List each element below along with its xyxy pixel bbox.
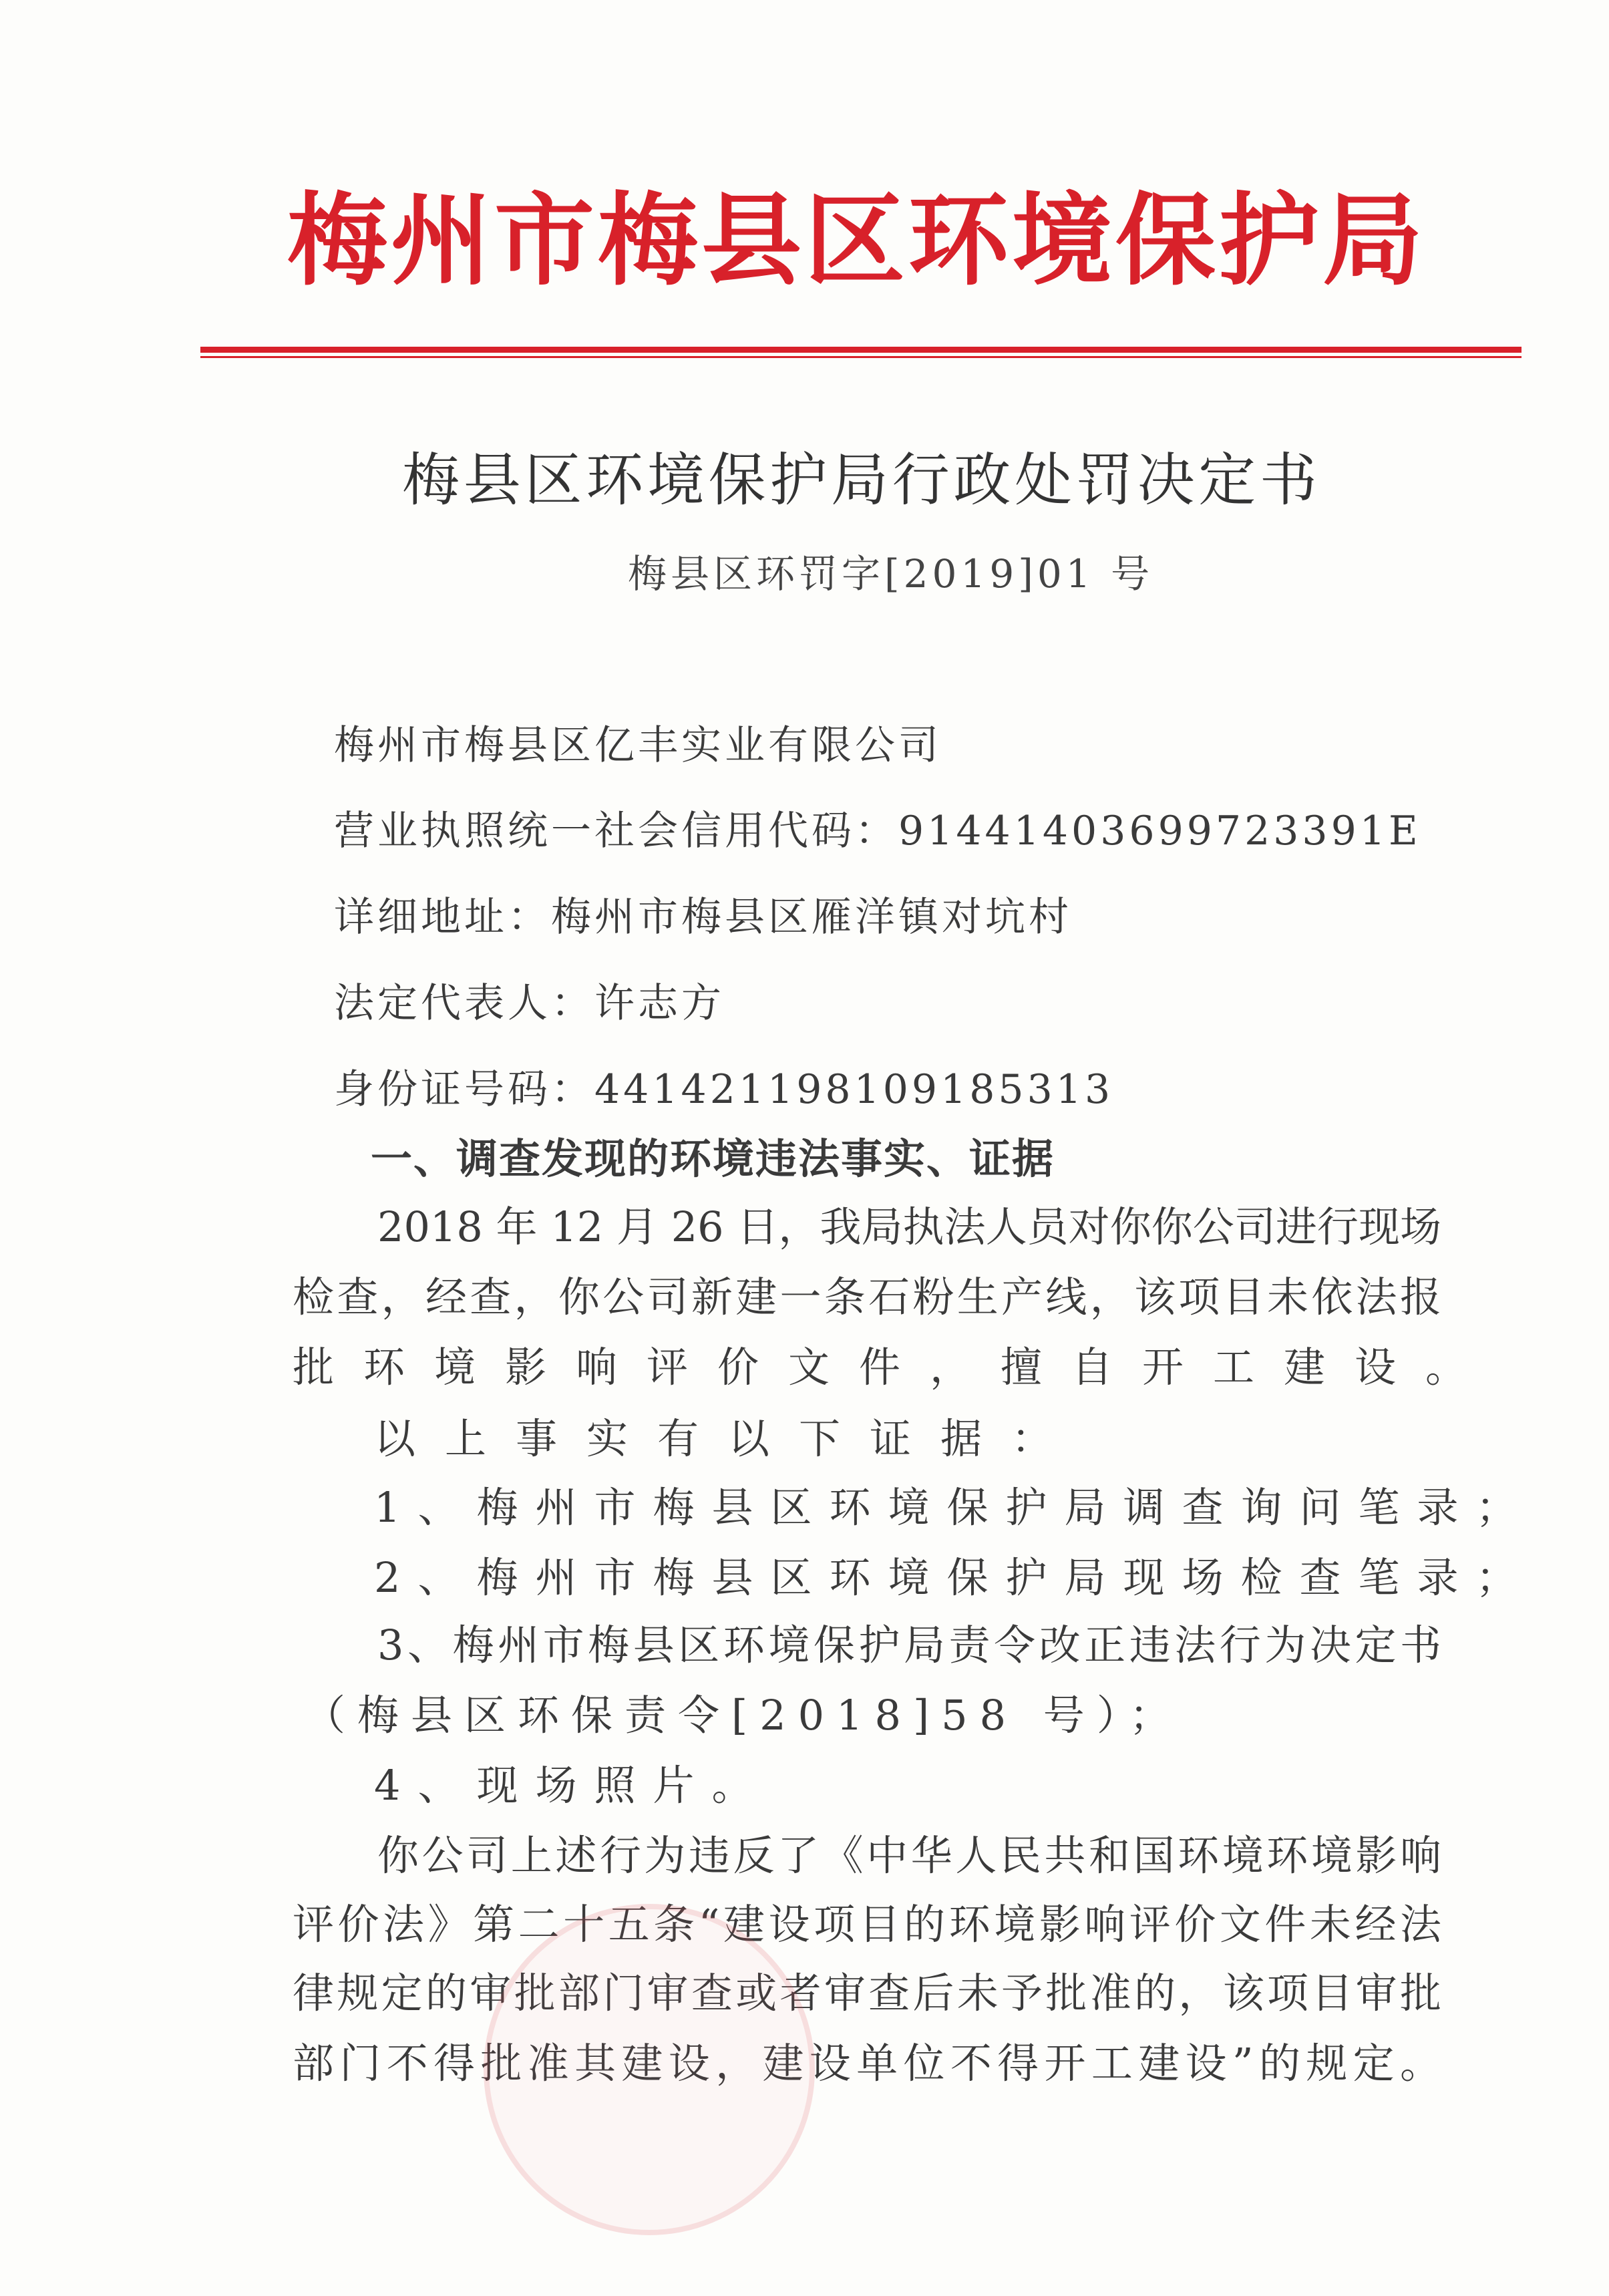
violation-line: 律规定的审批部门审查或者审查后未予批准的，该项目审批 bbox=[293, 1969, 1441, 2017]
evidence-intro: 以上事实有以下证据： bbox=[374, 1414, 1083, 1463]
facts-line: 批环境影响评价文件，擅自开工建设。 bbox=[293, 1343, 1497, 1391]
evidence-item-cont: （梅县区环保责令[2018]58 号）； bbox=[304, 1691, 1183, 1740]
evidence-item: 3、梅州市梅县区环境保护局责令改正违法行为决定书 bbox=[377, 1621, 1441, 1669]
violation-line: 部门不得批准其建设，建设单位不得开工建设”的规定。 bbox=[293, 2039, 1441, 2088]
violation-line: 你公司上述行为违反了《中华人民共和国环境环境影响 bbox=[377, 1831, 1441, 1880]
letterhead-rule-thin bbox=[200, 356, 1522, 358]
facts-line: 2018 年 12 月 26 日，我局执法人员对你你公司进行现场 bbox=[377, 1202, 1441, 1251]
official-seal-stamp bbox=[484, 1904, 815, 2235]
address: 详细地址：梅州市梅县区雁洋镇对坑村 bbox=[334, 894, 1072, 941]
evidence-item: 2、梅州市梅县区环境保护局现场检查笔录； bbox=[374, 1553, 1535, 1602]
violation-line: 评价法》第二十五条“建设项目的环境影响评价文件未经法 bbox=[293, 1900, 1441, 1949]
credit-code: 营业执照统一社会信用代码：91441403699723391E bbox=[334, 808, 1421, 854]
document-title: 梅县区环境保护局行政处罚决定书 bbox=[402, 447, 1317, 514]
organization-letterhead: 梅州市梅县区环境保护局 bbox=[287, 182, 1423, 299]
facts-line: 检查，经查，你公司新建一条石粉生产线，该项目未依法报 bbox=[293, 1273, 1441, 1321]
id-number: 身份证号码：441421198109185313 bbox=[334, 1066, 1114, 1113]
legal-representative: 法定代表人：许志方 bbox=[334, 980, 725, 1027]
evidence-item: 4、现场照片。 bbox=[374, 1761, 771, 1810]
evidence-item: 1、梅州市梅县区环境保护局调查询问笔录； bbox=[374, 1483, 1535, 1532]
company-name: 梅州市梅县区亿丰实业有限公司 bbox=[334, 722, 942, 769]
letterhead-rule-thick bbox=[200, 347, 1522, 353]
section-heading: 一、调查发现的环境违法事实、证据 bbox=[371, 1134, 1055, 1183]
document-number: 梅县区环罚字[2019]01 号 bbox=[628, 551, 1154, 597]
